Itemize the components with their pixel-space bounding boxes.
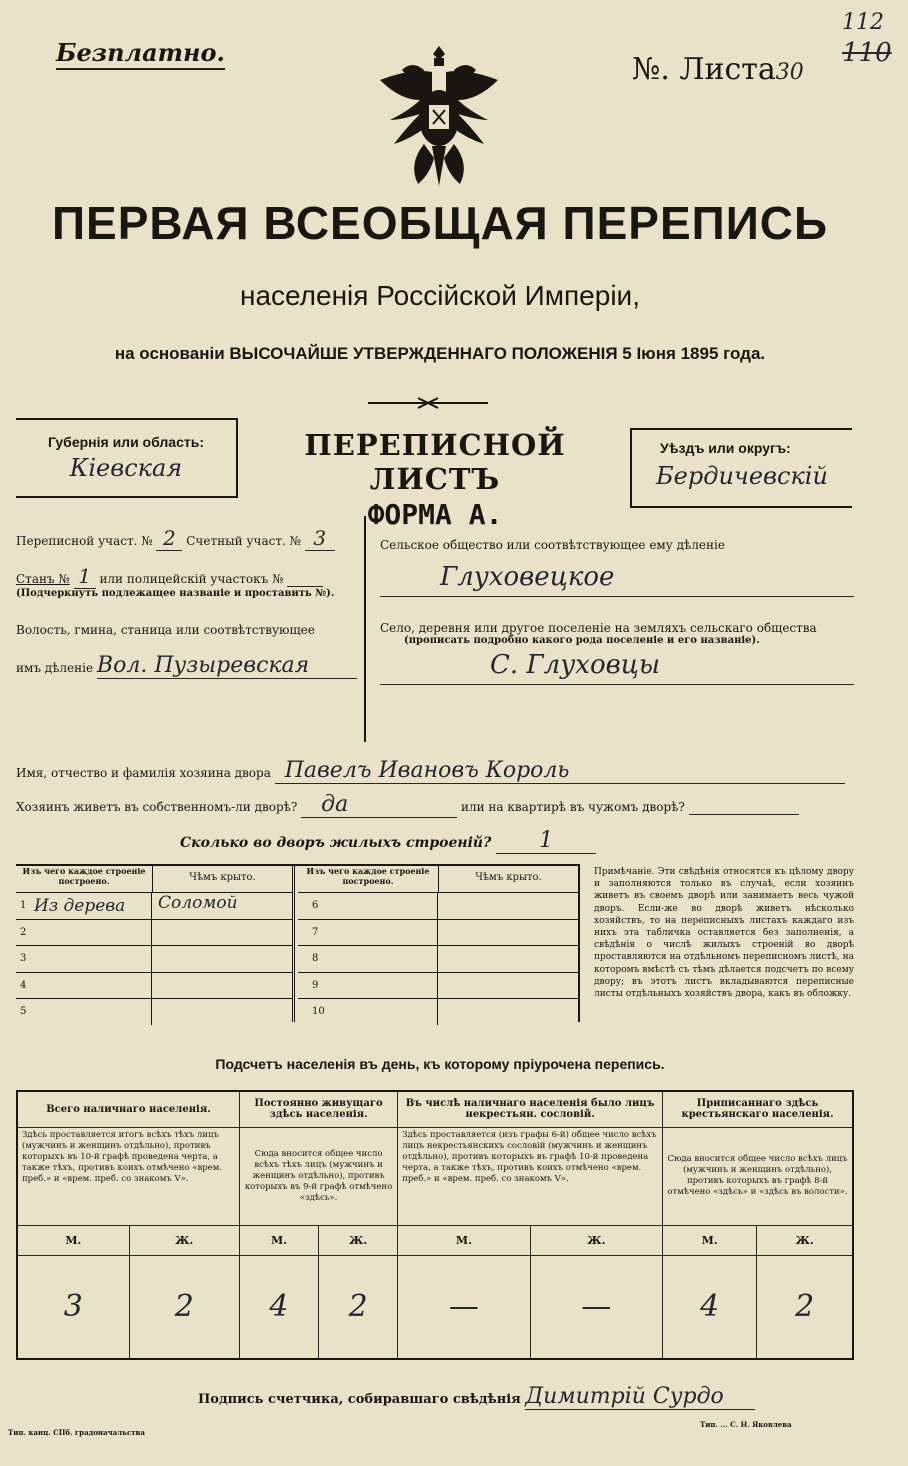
sheet-number-label: №. Листа: [632, 52, 776, 87]
uezd-value: Бердичевскій: [656, 462, 828, 490]
building-row: [298, 893, 578, 920]
count-area-label: Счетный участ. №: [186, 534, 301, 548]
building-row-number: 7: [312, 926, 319, 938]
district-right: [380, 538, 854, 685]
buildings-right-header: [298, 866, 578, 893]
building-row: [16, 999, 292, 1025]
building-material-value: Из дерева: [34, 895, 126, 916]
pop-col2-m-value: 4: [239, 1255, 318, 1359]
owner-name-value: Павелъ Ивановъ Король: [275, 758, 845, 784]
building-row: [298, 920, 578, 947]
police-value-line: [287, 572, 323, 587]
census-area-label: Переписной участ. №: [16, 534, 153, 548]
buildings-count-row: [180, 828, 596, 854]
gubernia-box: [16, 418, 238, 498]
village-note: (прописать подробно какого рода поселеніе и его названіе).: [404, 635, 760, 646]
rented-label: или на квартирѣ въ чужомъ дворѣ?: [460, 800, 685, 814]
pop-col1-m-value: 3: [17, 1255, 129, 1359]
police-label: или полицейскій участокъ №: [99, 572, 284, 586]
uezd-label: Уѣздъ или округъ:: [660, 440, 791, 456]
col-roof-header: Чѣмъ крыто.: [189, 872, 256, 883]
buildings-right-rows: [298, 893, 578, 1025]
stan-label: Станъ №: [16, 572, 70, 586]
buildings-note: Примѣчаніе. Эти свѣдѣнія относятся къ цѣлому двору и заполняются только въ случаѣ, если хозяинъ живетъ въ своемъ дворѣ или занимаетъ весь чужой дворъ. Если-же во дворѣ живетъ нѣсколько хозяйствъ, то на переписныхъ листахъ каждаго изъ нихъ эта табличка оставляется без заполненія, а свѣдѣнія о числѣ жилыхъ строеній во дворѣ проставляются на отдѣльномъ переписномъ листѣ, на которомъ вмѣстѣ съ тѣмъ дѣлается подсчетъ по всему двору; въ этотъ листъ вкладываются переписные листы отдѣльныхъ хозяйствъ двора, какъ въ обложку.: [594, 867, 854, 1000]
buildings-left-half: [16, 866, 295, 1022]
building-roof-value: [152, 920, 292, 946]
own-yard-value: да: [301, 792, 457, 818]
owner-yard-row: [16, 792, 856, 818]
pop-col2-header: Постоянно живущаго здѣсь населенія.: [239, 1091, 397, 1127]
form-title-main: ПЕРЕПИСНОЙ ЛИСТЪ: [304, 428, 566, 496]
building-row: [298, 946, 578, 973]
population-mf-row: [17, 1225, 853, 1255]
buildings-table: [16, 864, 580, 1022]
pop-col4-zh-value: 2: [757, 1255, 853, 1359]
form-title-sub: ФОРМА А.: [367, 498, 503, 531]
owner-name-row: [16, 758, 856, 784]
building-row-number: 6: [312, 900, 319, 912]
census-area-row: [16, 526, 362, 556]
buildings-left-rows: [16, 893, 292, 1025]
population-table: [16, 1090, 854, 1360]
pop-col3-m-label: М.: [398, 1225, 530, 1255]
signature-row: [198, 1384, 755, 1410]
building-material-cell: [298, 920, 438, 946]
sheet-number: [632, 52, 804, 87]
pop-col2-zh-label: Ж.: [319, 1225, 398, 1255]
volost-label: Волость, гмина, станица или соотвѣтствующее: [16, 623, 315, 637]
population-title: Подсчетъ населенія въ день, къ которому пріурочена перепись.: [215, 1056, 665, 1072]
pop-col4-m-label: М.: [663, 1225, 757, 1255]
gubernia-label: Губернія или область:: [47, 434, 205, 450]
population-desc-row: [17, 1127, 853, 1225]
pop-col1-zh-label: Ж.: [129, 1225, 239, 1255]
building-roof-cell: [438, 973, 578, 999]
pop-col3-m-value: —: [398, 1255, 530, 1359]
building-material-cell: [16, 946, 152, 972]
sub-title: населенія Россійской Имперіи,: [240, 280, 640, 311]
pop-col4-m-value: 4: [663, 1255, 757, 1359]
population-values-row: [17, 1255, 853, 1359]
building-row-number: 2: [20, 926, 27, 938]
building-row-number: 1: [20, 900, 27, 912]
building-row: [16, 946, 292, 973]
building-row: [298, 999, 578, 1025]
form-title: [250, 428, 620, 531]
buildings-count-value: 1: [496, 828, 596, 854]
pop-col4-header: Приписаннаго здѣсь крестьянскаго населенія.: [663, 1091, 853, 1127]
building-row-number: 5: [20, 1006, 27, 1018]
building-row: [298, 973, 578, 1000]
pop-col4-zh-label: Ж.: [757, 1225, 853, 1255]
signature-label: Подпись счетчика, собиравшаго свѣдѣнія: [198, 1392, 521, 1407]
pop-col1-desc: Здѣсь проставляется итогъ всѣхъ тѣхъ лицъ (мужчинъ и женщинъ отдѣльно), противъ которыхъ въ 10-й графѣ проведена черта, а также тѣхъ, противъ коихъ отмѣчено «врем. преб.» и «врем. преб. со знакомъ V».: [17, 1127, 239, 1225]
building-roof-cell: [438, 946, 578, 972]
volost-value: Вол. Пузыревская: [97, 653, 357, 679]
free-label: Безплатно.: [56, 38, 225, 70]
uezd-box: [630, 428, 852, 508]
building-material-cell: [16, 893, 152, 919]
signature-value: Димитрій Сурдо: [525, 1384, 755, 1410]
volost-row: [16, 653, 362, 679]
society-label: Сельское общество или соотвѣтствующее ему дѣленіе: [380, 538, 725, 552]
main-title: ПЕРВАЯ ВСЕОБЩАЯ ПЕРЕПИСЬ: [51, 197, 829, 249]
pop-col2-m-label: М.: [239, 1225, 318, 1255]
building-row-number: 3: [20, 953, 27, 965]
pop-col3-zh-value: —: [530, 1255, 662, 1359]
building-material-cell: [298, 973, 438, 999]
pop-col2-zh-value: 2: [319, 1255, 398, 1359]
pop-col1-m-label: М.: [17, 1225, 129, 1255]
population-header-row: [17, 1091, 853, 1127]
own-yard-label: Хозяинъ живетъ въ собственномъ-ли дворѣ?: [16, 800, 298, 814]
building-roof-value: [152, 999, 292, 1025]
building-material-cell: [298, 999, 438, 1025]
building-material-cell: [16, 973, 152, 999]
building-row: [16, 893, 292, 920]
corner-number-crossed: 110: [842, 38, 892, 68]
imperial-eagle-emblem: [372, 40, 506, 190]
village-value: С. Глуховцы: [380, 650, 854, 685]
building-roof-cell: [438, 999, 578, 1025]
footer-left-print: Тип. канц. СПб. градоначальства: [8, 1428, 145, 1437]
building-roof-cell: [438, 893, 578, 919]
building-material-cell: [298, 893, 438, 919]
volost-label2: имъ дѣленіе: [16, 661, 94, 675]
building-row-number: 4: [20, 979, 27, 991]
col-material-header: Изъ чего каждое строеніе построено.: [16, 866, 153, 892]
stan-value: 1: [74, 564, 96, 589]
buildings-left-header: [16, 866, 292, 893]
col-roof-header-2: Чѣмъ крыто.: [475, 872, 542, 883]
building-roof-value: [152, 946, 292, 972]
stan-row: [16, 564, 362, 586]
pop-col3-zh-label: Ж.: [530, 1225, 662, 1255]
underline-note: (Подчеркнуть подлежащее названіе и проставить №).: [16, 588, 335, 599]
basis-line: на основаніи ВЫСОЧАЙШЕ УТВЕРЖДЕННАГО ПОЛОЖЕНІЯ 5 Іюня 1895 года.: [114, 344, 766, 363]
village-label: Село, деревня или другое поселеніе на земляхъ сельскаго общества: [380, 621, 817, 635]
building-row-number: 9: [312, 979, 319, 991]
building-roof-cell: [438, 920, 578, 946]
building-row: [16, 920, 292, 947]
district-left: [16, 526, 362, 679]
rented-value-line: [689, 800, 799, 815]
buildings-count-label: Сколько во дворъ жилыхъ строеній?: [180, 835, 492, 851]
society-value: Глуховецкое: [380, 562, 854, 597]
buildings-right-half: [298, 866, 578, 1022]
count-area-value: 3: [305, 526, 335, 551]
sheet-number-value: 30: [775, 60, 804, 85]
pop-col1-header: Всего наличнаго населенія.: [17, 1091, 239, 1127]
gubernia-value: Кіевская: [69, 454, 183, 482]
pop-col3-header: Въ числѣ наличнаго населенія было лицъ некрестьян. сословій.: [398, 1091, 663, 1127]
pop-col3-desc: Здѣсь проставляется (изъ графы 6-й) общее число всѣхъ лицъ некрестьянскихъ сословій (мужчинъ и женщинъ отдѣльно), противъ которыхъ въ графѣ 10-й проведена черта, а также тѣхъ, противъ коихъ отмѣчено «врем. преб.» и «врем. преб. со знакомъ V».: [398, 1127, 663, 1225]
building-row: [16, 973, 292, 1000]
pop-col2-desc: Сюда вносится общее число всѣхъ тѣхъ лицъ (мужчинъ и женщинъ отдѣльно), противъ которыхъ въ 9-й графѣ отмѣчено «здѣсь».: [239, 1127, 397, 1225]
owner-name-label: Имя, отчество и фамилія хозяина двора: [16, 766, 271, 780]
building-material-cell: [16, 920, 152, 946]
district-divider: [364, 516, 366, 742]
corner-number: 112: [842, 10, 884, 35]
building-row-number: 8: [312, 953, 319, 965]
ornament-divider: [368, 396, 488, 410]
footer-right-print: Тип. ... С. Н. Яковлева: [700, 1420, 792, 1429]
pop-col1-zh-value: 2: [129, 1255, 239, 1359]
building-row-number: 10: [312, 1006, 325, 1018]
building-material-cell: [298, 946, 438, 972]
building-roof-value: Соломой: [158, 893, 238, 913]
pop-col4-desc: Сюда вносится общее число всѣхъ лицъ (мужчинъ и женщинъ отдѣльно), противъ которыхъ въ графѣ 8-й отмѣчено «здѣсь» и «здѣсь въ волости».: [663, 1127, 853, 1225]
building-material-cell: [16, 999, 152, 1025]
col-material-header-2: Изъ чего каждое строеніе построено.: [298, 866, 439, 892]
census-area-value: 2: [156, 526, 182, 551]
building-roof-value: [152, 973, 292, 999]
